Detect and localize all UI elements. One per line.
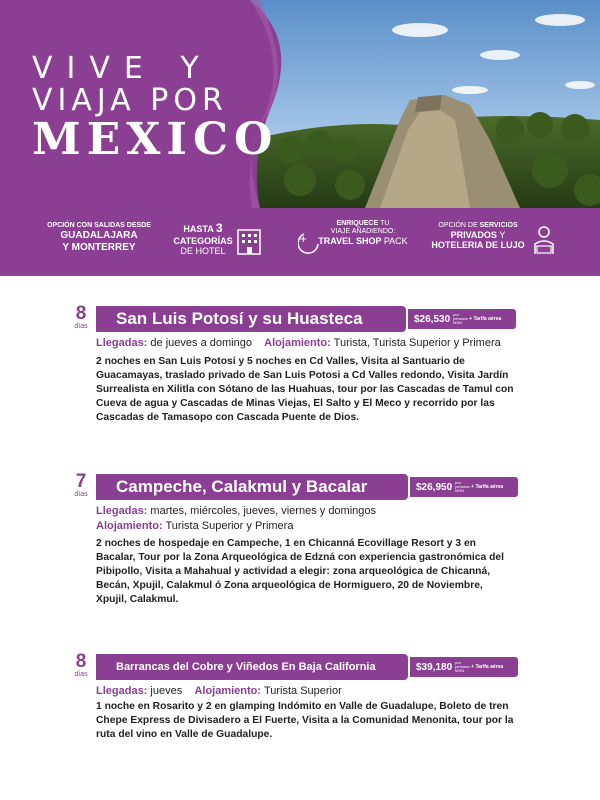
price-value: $26,530 [414,313,451,325]
title-line-2: VIAJA POR [32,83,228,118]
trip-title-bar [96,306,406,332]
days-label: días [74,491,88,498]
arrivals-value: jueves [150,685,183,697]
days-label: días [74,671,88,678]
arrivals-value: de jueves a domingo [150,337,252,349]
trip-description: 2 noches de hospedaje en Campeche, 1 en Chicanná Ecovillage Resort y 3 en Bacalar, Tour por la Zona Arqueológica de Edzná con experiencia gastronómica del Pibipollo, Visita a Mahahual y actividad a elegir: zona arqueológica de Chicanná, Becán, Xpujil, Calakmul ó Zona arqueológica de Hormiguero, 20 de Noviembre, Xpujil, Calakmul. [96,538,504,605]
feature-private-services: OPCIÓN DE SERVICIOS PRIVADOS Y HOTELERIA DE LUJO [431,222,525,251]
trip-description: 2 noches en San Luis Potosí y 5 noches en Cd Valles, Visita al Santuario de Guacamayas, traslado privado de San Luis Potosi a Cd Valles redondo, Visita Jardín Surrealista en Xilitla con Sótano de las Huahuas, tour por las Cascadas de Tamul con Cueva de agua y Cascadas de Minas Viejas, El Salto y El Meco y recorrido por las Cascadas de Tamasopo con Cascada Puente de Dios. [96,356,514,423]
trip-description: 1 noche en Rosarito y 2 en glamping Indómito en Valle de Guadalupe, Boleto de tren Chepe Express de Divisadero a El Fuerte, Visita a la Comunidad Menonita, tour por la ruta del vino en Valle de Guadalupe. [96,701,514,740]
days-number: 8 [75,651,87,672]
price-badge [408,657,518,677]
hotel-icon [236,226,262,256]
trip-title-bar [96,654,408,680]
price-badge [408,477,518,497]
trip-lodging: Alojamiento: Turista Superior y Primera [96,520,294,532]
arrivals-value: martes, miércoles, jueves, viernes y domingos [150,505,377,517]
trip-title: Barrancas del Cobre y Viñedos En Baja California [116,661,376,673]
hero-banner [0,0,600,208]
price-badge [406,309,516,329]
price-note: + Tarifa aérea [471,664,504,670]
trip-title: San Luis Potosí y su Huasteca [116,309,363,328]
price-note: + Tarifa aérea [471,484,504,490]
lodging-value: Turista Superior [263,685,342,697]
lodging-value: Turista Superior y Primera [165,520,294,532]
hero-title [32,51,279,165]
price-value: $39,180 [416,661,453,673]
days-number: 7 [75,471,87,492]
feature-departures: OPCIÓN CON SALIDAS DESDE GUADALAJARA Y MONTERREY [47,222,151,253]
title-line-3: MEXICO [32,114,279,165]
price-value: $26,950 [416,481,453,493]
features-band [0,208,600,276]
price-currency: por persona MXN [453,312,468,325]
trip-title-bar [96,474,408,500]
days-number: 8 [75,303,87,324]
feature-travel-shop-pack: ENRIQUECE TU VIAJE AÑADIENDO: TRAVEL SHOP PACK [318,220,408,247]
trip-title: Campeche, Calakmul y Bacalar [116,477,368,496]
trip-meta: Llegadas: de jueves a domingo Alojamiento: Turista, Turista Superior y Primera [96,337,501,349]
trip-arrivals: Llegadas: martes, miércoles, jueves, viernes y domingos [96,505,377,517]
trip-meta: Llegadas: jueves Alojamiento: Turista Superior [96,685,342,697]
feature-hotel-categories: HASTA 3 CATEGORÍAS DE HOTEL [173,221,233,257]
svg-text:+: + [299,234,308,245]
price-currency: por persona MXN [455,660,470,673]
price-note: + Tarifa aérea [469,316,502,322]
concierge-icon [532,224,556,256]
add-pack-icon [298,230,320,256]
lodging-value: Turista, Turista Superior y Primera [333,337,501,349]
price-currency: por persona MXN [455,480,470,493]
days-label: días [74,323,88,330]
title-line-1: VIVE Y [32,51,213,86]
